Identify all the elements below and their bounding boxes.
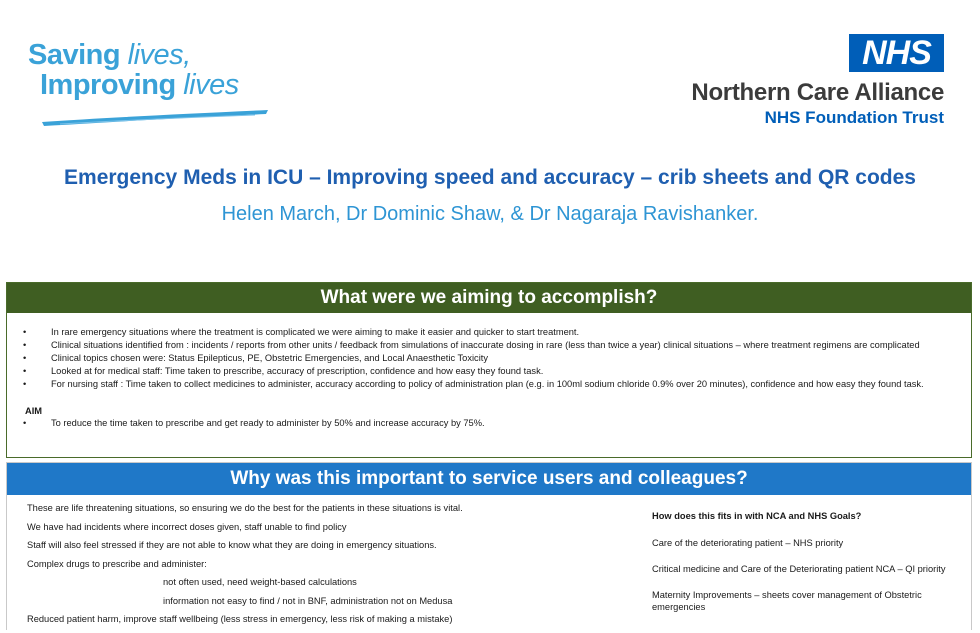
slogan-line-1 bbox=[28, 40, 191, 70]
list-item bbox=[7, 366, 971, 378]
aim-section bbox=[6, 282, 972, 458]
org-subtitle: NHS Foundation Trust bbox=[764, 108, 944, 127]
why-section-heading: Why was this important to service users and colleagues? bbox=[7, 463, 971, 495]
bullet-text: Looked at for medical staff: Time taken to prescribe, accuracy of prescription, confidence and how easy they found task. bbox=[51, 366, 544, 376]
aim-bullet-list bbox=[7, 313, 971, 391]
goal-line: Maternity Improvements – sheets cover management of Obstetric emergencies bbox=[652, 590, 922, 612]
why-line: Reduced patient harm, improve staff wellbeing (less stress in emergency, less risk of making a mistake) bbox=[27, 614, 453, 624]
aim-target-list bbox=[7, 418, 971, 430]
nca-logo bbox=[650, 34, 950, 134]
why-left-column bbox=[27, 503, 607, 633]
list-item bbox=[7, 327, 971, 339]
bullet-text: In rare emergency situations where the treatment is complicated we were aiming to make it easier and quicker to start treatment. bbox=[51, 327, 580, 337]
nhs-badge: NHS bbox=[849, 34, 944, 72]
why-indented-line: information not easy to find / not in BNF, administration not on Medusa bbox=[163, 595, 453, 606]
saving-lives-logo bbox=[28, 40, 288, 130]
bullet-icon: • bbox=[23, 417, 27, 428]
poster-authors: Helen March, Dr Dominic Shaw, & Dr Nagaraja Ravishanker. bbox=[221, 203, 759, 225]
why-line: These are life threatening situations, so ensuring we do the best for the patients in these situations is vital. bbox=[27, 503, 463, 513]
bullet-icon: • bbox=[23, 353, 27, 363]
goals-heading: How does this fits in with NCA and NHS Goals? bbox=[652, 511, 862, 521]
list-item bbox=[7, 340, 971, 352]
why-line: We have had incidents where incorrect doses given, staff unable to find policy bbox=[27, 521, 347, 532]
bullet-icon: • bbox=[23, 379, 27, 389]
goal-line: Critical medicine and Care of the Deteriorating patient NCA – QI priority bbox=[652, 564, 946, 574]
bullet-text: Clinical topics chosen were: Status Epilepticus, PE, Obstetric Emergencies, and Local Anaesthetic Toxicity bbox=[51, 353, 488, 363]
why-line: Complex drugs to prescribe and administer: bbox=[27, 558, 207, 569]
bullet-text: Clinical situations identified from : incidents / reports from other units / feedback from simulations of inaccurate dosing in rare (less than twice a year) clinical situations – where treatment regimens are complicated bbox=[51, 340, 920, 350]
org-name: Northern Care Alliance bbox=[691, 79, 944, 106]
why-section bbox=[6, 462, 972, 630]
goal-line: Care of the deteriorating patient – NHS priority bbox=[652, 538, 844, 548]
list-item bbox=[7, 379, 971, 391]
slogan-lives-1: lives, bbox=[127, 39, 191, 71]
aim-label: AIM bbox=[25, 405, 43, 416]
why-indented-line: not often used, need weight-based calculations bbox=[163, 577, 357, 587]
slogan-saving: Saving bbox=[28, 39, 121, 71]
aim-text: To reduce the time taken to prescribe and get ready to administer by 50% and increase accuracy by 75%. bbox=[51, 417, 485, 428]
poster-title: Emergency Meds in ICU – Improving speed and accuracy – crib sheets and QR codes bbox=[64, 166, 916, 189]
goals-column bbox=[652, 511, 967, 627]
why-line: Staff will also feel stressed if they are not able to know what they are doing in emergency situations. bbox=[27, 540, 437, 550]
bullet-text: For nursing staff : Time taken to collect medicines to administer, accuracy according to policy of administration plan (e.g. in 100ml sodium chloride 0.9% over 20 minutes), confidence and how easy they found task. bbox=[51, 379, 924, 389]
bullet-icon: • bbox=[23, 366, 27, 376]
slogan-lives-2: lives bbox=[183, 69, 239, 101]
list-item bbox=[7, 353, 971, 365]
list-item bbox=[7, 418, 971, 430]
slogan-improving: Improving bbox=[40, 69, 176, 101]
aim-section-heading: What were we aiming to accomplish? bbox=[7, 283, 971, 313]
bullet-icon: • bbox=[23, 340, 27, 350]
slogan-line-2 bbox=[40, 70, 239, 100]
brush-stroke-icon bbox=[40, 108, 270, 128]
bullet-icon: • bbox=[23, 327, 27, 337]
